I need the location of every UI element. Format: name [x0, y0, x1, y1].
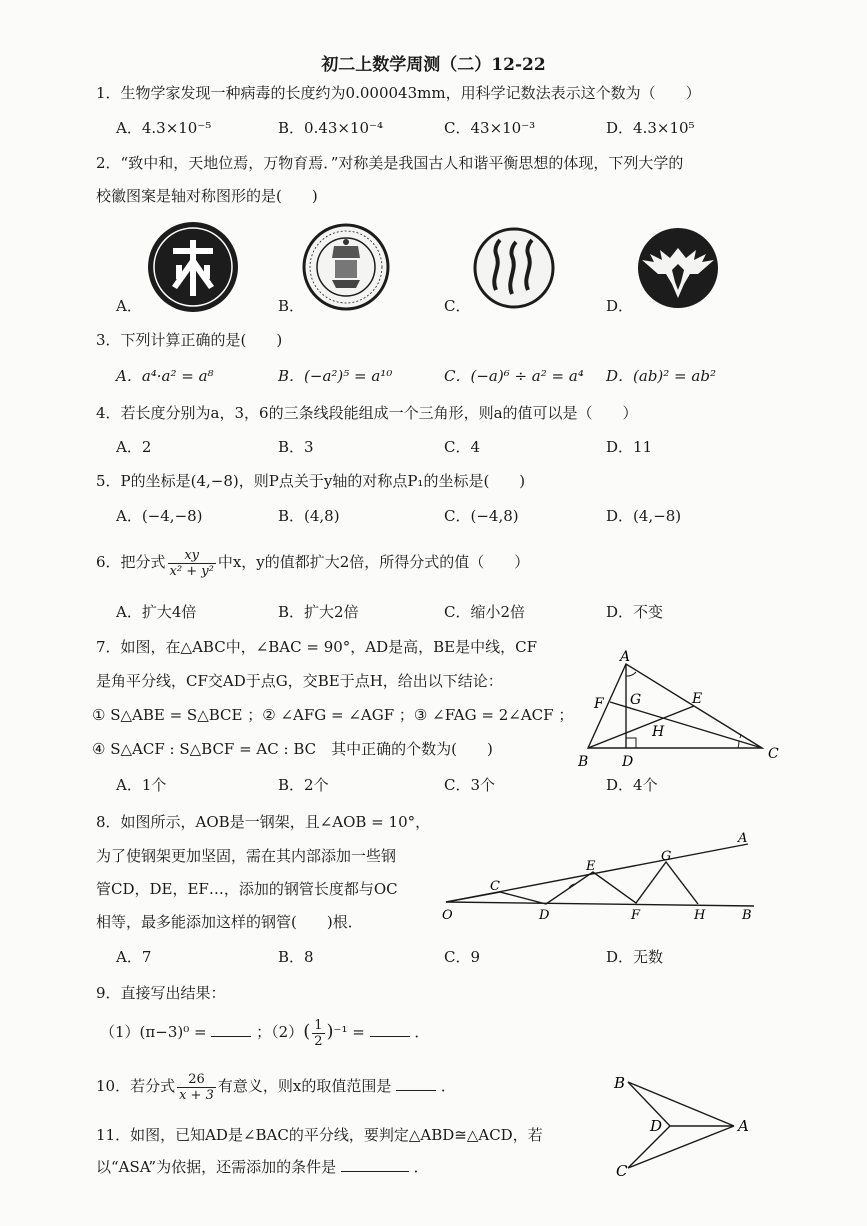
q11-line2: 以“ASA”为依据，还需添加的条件是 [96, 1158, 337, 1176]
q6-prefix: 6．把分式 [96, 553, 166, 571]
q8-option-c: C．9 [444, 948, 481, 966]
q4-option-b: B．3 [278, 438, 314, 456]
q7-label-g: G [630, 692, 642, 708]
q7-label-c: C [768, 746, 779, 762]
q6-option-b: B．扩大2倍 [278, 603, 359, 621]
q6-suffix: 中x，y的值都扩大2倍，所得分式的值（ ） [217, 553, 530, 571]
q10-end: ． [440, 1077, 456, 1095]
q9-end: ． [414, 1023, 430, 1041]
q11-label-a: A [738, 1117, 749, 1135]
q11-label-d: D [650, 1117, 663, 1135]
q2-stem-line2: 校徽图案是轴对称图形的是( ) [96, 187, 318, 205]
q3-option-d: D．(ab)² = ab² [606, 367, 716, 385]
q10-denominator: x + 3 [179, 1087, 214, 1103]
q9-parts: （1）(π−3)⁰ = ；（2）( $\frac{1}{2}$ )⁻¹ = ． [100, 1017, 430, 1049]
q8-option-a: A．7 [116, 948, 152, 966]
q5-stem: 5．P的坐标是(4,−8)，则P点关于y轴的对称点P₁的坐标是( ) [96, 472, 526, 490]
q7-label-h: H [652, 724, 665, 740]
q10-suffix: 有意义，则x的取值范围是 [217, 1077, 392, 1095]
q2-label-c: C． [444, 297, 471, 315]
q8-steel-frame-figure [438, 826, 764, 926]
q11-label-b: B [614, 1074, 626, 1092]
q7-line4: ④ S△ACF : S△BCF = AC : BC 其中正确的个数为( ) [92, 740, 493, 758]
peking-university-emblem-icon [146, 220, 240, 314]
q8-label-b: B [742, 908, 752, 923]
q8-label-a: A [738, 831, 748, 846]
q6-fraction-denominator: x² + y² [169, 563, 214, 579]
q9-part2-numerator: 1 [314, 1017, 323, 1033]
q11-figure [608, 1068, 758, 1180]
q1-option-c: C．43×10⁻³ [444, 119, 536, 137]
q8-line4: 相等，最多能添加这样的钢管( )根． [96, 913, 363, 931]
q8-label-g: G [661, 849, 672, 864]
q1-option-a: A．4.3×10⁻⁵ [116, 119, 212, 137]
q7-option-c: C．3个 [444, 776, 496, 794]
q10-stem [96, 1068, 456, 1104]
q6-option-d: D．不变 [606, 603, 664, 621]
q9-part2-denominator: 2 [314, 1033, 323, 1049]
q1-option-d: D．4.3×10⁵ [606, 119, 695, 137]
q2-stem-line1: 2．“致中和，天地位焉，万物育焉．”对称美是我国古人和谐平衡思想的体现，下列大学的 [96, 154, 684, 172]
q8-label-h: H [694, 908, 706, 923]
q7-line3: ① S△ABE = S△BCE ；② ∠AFG = ∠AGF ；③ ∠FAG = 2∠ACF ； [92, 706, 574, 724]
q7-line2: 是角平分线，CF交AD于点G，交BE于点H，给出以下结论： [96, 672, 503, 690]
q9-part2-blank[interactable] [370, 1022, 410, 1037]
q4-option-d: D．11 [606, 438, 653, 456]
q7-label-b: B [578, 754, 589, 770]
q8-line3: 管CD，DE，EF…，添加的钢管长度都与OC [96, 880, 398, 898]
q3-stem: 3．下列计算正确的是( ) [96, 331, 283, 349]
q1-stem: 1．生物学家发现一种病毒的长度约为0.000043mm，用科学记数法表示这个数为（ ） [96, 84, 701, 102]
q6-stem [96, 544, 529, 580]
q5-option-a: A．(−4,−8) [116, 507, 203, 525]
q9-part2-fraction [312, 1018, 324, 1049]
q7-triangle-figure [574, 642, 786, 770]
q11-line1: 11．如图，已知AD是∠BAC的平分线，要判定△ABD≅△ACD，若 [96, 1126, 543, 1144]
q8-label-e: E [586, 859, 596, 874]
q6-option-a: A．扩大4倍 [116, 603, 197, 621]
q8-label-c: C [490, 879, 500, 894]
q10-blank[interactable] [396, 1076, 436, 1091]
q9-part1: （1）(π−3)⁰ = [100, 1023, 207, 1041]
q11-blank[interactable] [341, 1157, 409, 1172]
q1-option-b: B．0.43×10⁻⁴ [278, 119, 384, 137]
q9-part2-prefix: ；（2） [256, 1023, 304, 1041]
q10-numerator: 26 [177, 1072, 216, 1088]
q4-option-a: A．2 [116, 438, 152, 456]
q7-label-a: A [620, 649, 631, 665]
q10-prefix: 10．若分式 [96, 1077, 176, 1095]
q9-part1-blank[interactable] [211, 1022, 251, 1037]
q2-label-d: D． [606, 297, 634, 315]
q7-label-d: D [622, 754, 634, 770]
q8-label-f: F [631, 908, 641, 923]
q3-option-b: B．(−a²)⁵ = a¹⁰ [278, 367, 393, 385]
q5-option-d: D．(4,−8) [606, 507, 682, 525]
q5-option-c: C．(−4,8) [444, 507, 519, 525]
q6-fraction-numerator: xy [168, 548, 216, 564]
q9-part2-suffix: ⁻¹ = [333, 1023, 365, 1041]
q4-stem: 4．若长度分别为a，3，6的三条线段能组成一个三角形，则a的值可以是（ ） [96, 404, 638, 422]
q4-option-c: C．4 [444, 438, 481, 456]
page-title: 初二上数学周测（二）12-22 [321, 55, 546, 75]
q3-option-c: C．(−a)⁶ ÷ a² = a⁴ [444, 367, 584, 385]
q8-line2: 为了使钢架更加坚固，需在其内部添加一些钢 [96, 847, 397, 865]
tsinghua-university-emblem-icon [302, 222, 390, 312]
q11-label-c: C [616, 1162, 628, 1180]
q2-label-b: B． [278, 297, 305, 315]
q6-option-c: C．缩小2倍 [444, 603, 526, 621]
q8-label-o: O [442, 908, 453, 923]
q7-option-b: B．2个 [278, 776, 329, 794]
q7-option-d: D．4个 [606, 776, 658, 794]
q5-option-b: B．(4,8) [278, 507, 340, 525]
q7-label-f: F [594, 696, 604, 712]
q3-option-a: A．a⁴·a² = a⁸ [116, 367, 214, 385]
q7-label-e: E [692, 691, 703, 707]
eagle-emblem-icon [636, 226, 720, 310]
q11-end: ． [413, 1158, 429, 1176]
q2-label-a: A． [116, 297, 142, 315]
q6-fraction [168, 548, 216, 579]
q7-line1: 7．如图，在△ABC中，∠BAC = 90°，AD是高，BE是中线，CF [96, 638, 538, 656]
renmin-university-emblem-icon [472, 226, 556, 310]
q11-line2-wrap [96, 1157, 429, 1177]
q8-option-b: B．8 [278, 948, 314, 966]
q8-label-d: D [539, 908, 550, 923]
q10-fraction [177, 1072, 216, 1103]
q7-option-a: A．1个 [116, 776, 167, 794]
q8-line1: 8．如图所示，AOB是一钢架，且∠AOB = 10°， [96, 813, 431, 831]
q9-stem: 9．直接写出结果： [96, 984, 226, 1002]
q8-option-d: D．无数 [606, 948, 664, 966]
